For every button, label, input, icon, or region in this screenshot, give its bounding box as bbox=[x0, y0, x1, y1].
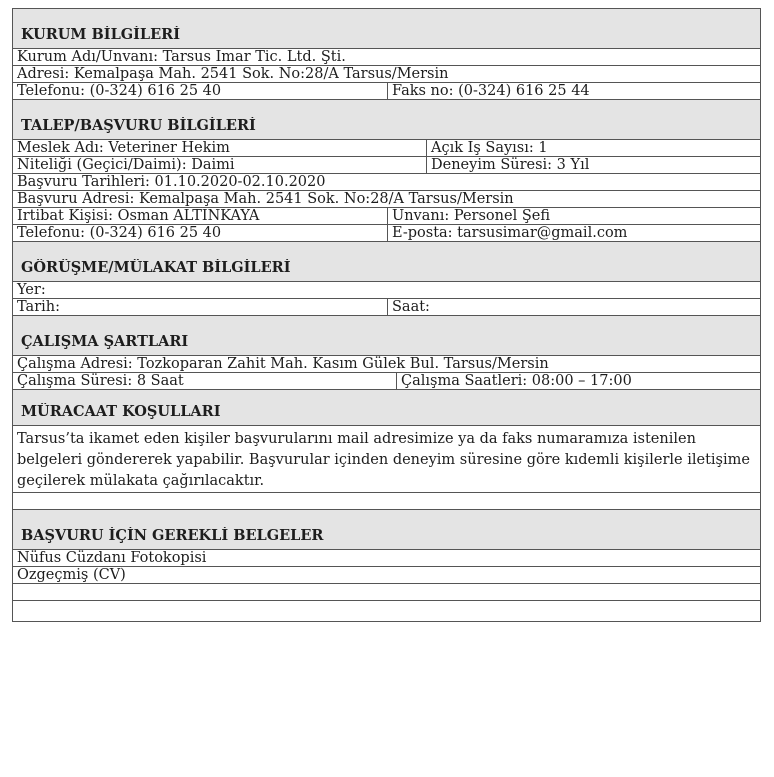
blank-row bbox=[13, 493, 760, 510]
form-row bbox=[13, 49, 760, 66]
section-header-muracaat bbox=[13, 390, 760, 426]
application-address: Başvuru Adresi: Kemalpaşa Mah. 2541 Sok. No:28/A Tarsus/Mersin bbox=[17, 191, 514, 207]
form-row bbox=[13, 426, 760, 493]
interview-date: Tarih: bbox=[17, 299, 60, 315]
experience: Deneyim Süresi: 3 Yıl bbox=[426, 157, 760, 173]
job-posting-form bbox=[12, 8, 761, 622]
form-row bbox=[13, 191, 760, 208]
kurum-fax: Faks no: (0-324) 616 25 44 bbox=[387, 83, 760, 99]
form-row bbox=[13, 282, 760, 299]
section-header-talep bbox=[13, 100, 760, 140]
required-document: Nüfus Cüzdanı Fotokopisi bbox=[17, 550, 207, 566]
interview-time: Saat: bbox=[387, 299, 760, 315]
form-row bbox=[13, 83, 760, 100]
contact-phone: Telefonu: (0-324) 616 25 40 bbox=[17, 225, 222, 241]
work-hours: Çalışma Saatleri: 08:00 – 17:00 bbox=[396, 373, 760, 389]
application-dates: Başvuru Tarihleri: 01.10.2020-02.10.2020 bbox=[17, 174, 326, 190]
application-conditions-text: Tarsus’ta ikamet eden kişiler başvurularını mail adresimize ya da faks numaramıza istenilen belgeleri göndererek yapabilir. Başvurular içinden deneyim süresine göre kıdemli kişilerle iletişime geçilerek mülakata çağırılacaktır. bbox=[17, 431, 750, 489]
form-row bbox=[13, 299, 760, 316]
form-row bbox=[13, 373, 760, 390]
contact-title: Unvanı: Personel Şefi bbox=[387, 208, 760, 224]
section-title: BAŞVURU İÇİN GEREKLİ BELGELER bbox=[21, 527, 324, 544]
form-row bbox=[13, 66, 760, 83]
form-row bbox=[13, 174, 760, 191]
required-document: Özgeçmiş (CV) bbox=[17, 567, 126, 583]
form-row bbox=[13, 225, 760, 242]
form-row bbox=[13, 157, 760, 174]
document-item bbox=[13, 550, 760, 567]
form-row bbox=[13, 208, 760, 225]
open-jobs: Açık İş Sayısı: 1 bbox=[426, 140, 760, 156]
section-header-kurum bbox=[13, 9, 760, 49]
interview-place: Yer: bbox=[17, 282, 46, 298]
work-address: Çalışma Adresi: Tozkoparan Zahit Mah. Kasım Gülek Bul. Tarsus/Mersin bbox=[17, 356, 549, 372]
section-header-belgeler bbox=[13, 510, 760, 550]
kurum-phone: Telefonu: (0-324) 616 25 40 bbox=[17, 83, 222, 99]
form-row bbox=[13, 356, 760, 373]
contact-email: E-posta: tarsusimar@gmail.com bbox=[387, 225, 760, 241]
section-title: GÖRÜŞME/MÜLAKAT BİLGİLERİ bbox=[21, 259, 291, 276]
profession: Meslek Adı: Veteriner Hekim bbox=[17, 140, 230, 156]
document-item bbox=[13, 567, 760, 584]
kurum-name: Kurum Adı/Unvanı: Tarsus İmar Tic. Ltd. Şti. bbox=[17, 49, 346, 65]
kurum-address: Adresi: Kemalpaşa Mah. 2541 Sok. No:28/A Tarsus/Mersin bbox=[17, 66, 449, 82]
section-header-calisma bbox=[13, 316, 760, 356]
section-title: ÇALIŞMA ŞARTLARI bbox=[21, 333, 189, 350]
employment-type: Niteliği (Geçici/Daimi): Daimi bbox=[17, 157, 235, 173]
work-duration: Çalışma Süresi: 8 Saat bbox=[17, 373, 184, 389]
section-header-gorusme bbox=[13, 242, 760, 282]
section-title: TALEP/BAŞVURU BİLGİLERİ bbox=[21, 117, 256, 134]
section-title: KURUM BİLGİLERİ bbox=[21, 26, 181, 43]
contact-person: İrtibat Kişisi: Osman ALTINKAYA bbox=[17, 208, 260, 224]
blank-row bbox=[13, 601, 760, 621]
form-row bbox=[13, 140, 760, 157]
blank-row bbox=[13, 584, 760, 601]
section-title: MÜRACAAT KOŞULLARI bbox=[21, 403, 221, 420]
